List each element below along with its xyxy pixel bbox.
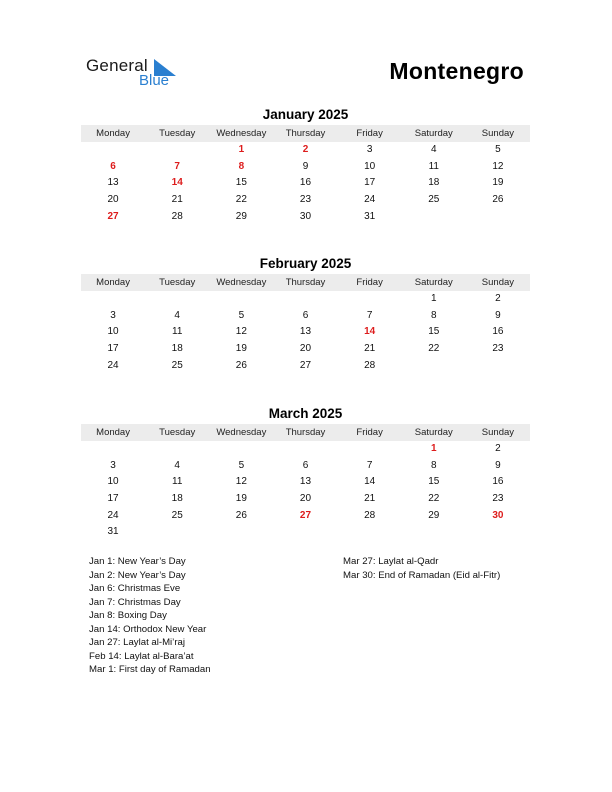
empty-day-cell (273, 441, 337, 458)
empty-day-cell (145, 291, 209, 308)
day-cell: 7 (366, 309, 373, 321)
day-cell: 5 (238, 309, 245, 321)
day-cell: 28 (171, 210, 183, 222)
day-cell: 12 (235, 476, 247, 488)
holiday-day-cell: 7 (174, 160, 180, 172)
holiday-day-cell: 1 (430, 443, 437, 454)
holiday-note: Mar 27: Laylat al-Qadr (343, 556, 439, 567)
empty-day-cell (81, 291, 145, 308)
month-calendar-january (81, 107, 530, 225)
holiday-day-cell: 27 (299, 509, 312, 521)
weekday-header: Thursday (285, 128, 326, 139)
day-cell: 20 (299, 343, 312, 355)
day-cell: 10 (364, 160, 376, 172)
weekday-header: Saturday (414, 128, 453, 139)
day-cell: 12 (235, 326, 247, 338)
day-cell: 26 (492, 194, 504, 206)
day-cell: 12 (492, 160, 504, 172)
weekday-header-row (81, 274, 530, 291)
weekday-header: Wednesday (216, 427, 267, 438)
days-grid (81, 142, 530, 225)
month-title: February 2025 (259, 256, 352, 271)
day-cell: 18 (171, 343, 183, 355)
day-cell: 10 (107, 326, 119, 338)
weekday-header: Monday (96, 277, 130, 288)
day-cell: 26 (235, 509, 247, 521)
day-cell: 18 (171, 493, 183, 505)
day-cell: 5 (495, 144, 501, 155)
day-cell: 17 (107, 343, 119, 355)
day-cell: 18 (428, 177, 440, 189)
holiday-day-cell: 14 (364, 326, 376, 338)
weekday-header: Friday (356, 427, 383, 438)
day-cell: 3 (110, 459, 116, 471)
weekday-header: Tuesday (159, 128, 196, 139)
day-cell: 21 (171, 194, 183, 206)
empty-day-cell (81, 441, 145, 458)
day-cell: 27 (299, 359, 312, 371)
day-cell: 11 (428, 160, 439, 172)
day-cell: 30 (299, 210, 312, 222)
month-calendar-march (81, 406, 530, 541)
empty-day-cell (145, 142, 209, 159)
weekday-header: Friday (356, 277, 383, 288)
holiday-list-right (343, 555, 500, 582)
holiday-note: Mar 1: First day of Ramadan (89, 664, 211, 675)
day-cell: 15 (428, 326, 440, 338)
weekday-header: Thursday (285, 427, 326, 438)
day-cell: 9 (302, 160, 309, 172)
holiday-day-cell: 30 (492, 509, 504, 521)
day-cell: 21 (364, 493, 376, 505)
holiday-day-cell: 8 (238, 160, 245, 172)
day-cell: 6 (302, 459, 309, 471)
day-cell: 22 (428, 493, 440, 505)
day-cell: 23 (299, 194, 312, 206)
day-cell: 23 (492, 493, 504, 505)
holiday-list-left (89, 555, 211, 677)
day-cell: 24 (107, 359, 119, 371)
day-cell: 20 (107, 194, 119, 206)
day-cell: 14 (364, 476, 376, 488)
day-cell: 21 (364, 343, 376, 355)
day-cell: 16 (299, 177, 312, 189)
day-cell: 10 (107, 476, 119, 488)
weekday-header: Sunday (481, 128, 515, 139)
day-cell: 13 (299, 476, 312, 488)
day-cell: 1 (430, 293, 437, 304)
month-title: January 2025 (262, 107, 349, 122)
day-cell: 7 (366, 459, 373, 471)
empty-day-cell (273, 291, 337, 308)
day-cell: 3 (366, 144, 373, 155)
day-cell: 22 (428, 343, 440, 355)
weekday-header: Tuesday (159, 277, 196, 288)
day-cell: 2 (495, 293, 501, 304)
holiday-note: Mar 30: End of Ramadan (Eid al-Fitr) (343, 569, 501, 581)
holiday-day-cell: 1 (238, 144, 245, 155)
weekday-header: Saturday (414, 427, 453, 438)
weekday-header: Wednesday (216, 277, 267, 288)
day-cell: 17 (364, 177, 376, 189)
day-cell: 15 (235, 177, 247, 189)
weekday-header: Monday (96, 427, 130, 438)
day-cell: 25 (171, 509, 183, 521)
weekday-header: Monday (96, 128, 130, 139)
empty-day-cell (338, 291, 402, 308)
weekday-header: Thursday (285, 277, 326, 288)
day-cell: 13 (299, 326, 312, 338)
weekday-header: Friday (356, 128, 383, 139)
day-cell: 4 (174, 459, 180, 471)
day-cell: 4 (430, 144, 437, 155)
day-cell: 19 (235, 493, 247, 505)
day-cell: 22 (235, 194, 247, 206)
day-cell: 28 (364, 509, 376, 521)
weekday-header: Tuesday (159, 427, 196, 438)
day-cell: 8 (430, 459, 437, 471)
day-cell: 16 (492, 476, 504, 488)
weekday-header: Saturday (414, 277, 453, 288)
day-cell: 9 (495, 459, 501, 471)
holiday-day-cell: 27 (107, 210, 119, 222)
day-cell: 24 (107, 509, 119, 521)
holiday-note: Jan 14: Orthodox New Year (89, 623, 207, 635)
weekday-header-row (81, 125, 530, 142)
day-cell: 6 (302, 309, 309, 321)
day-cell: 17 (107, 493, 119, 505)
holiday-note: Jan 7: Christmas Day (89, 596, 181, 608)
weekday-header-row (81, 424, 530, 441)
day-cell: 5 (238, 459, 245, 471)
holiday-note: Feb 14: Laylat al-Bara’at (89, 650, 194, 662)
day-cell: 11 (172, 326, 183, 338)
day-cell: 16 (492, 326, 504, 338)
days-grid (81, 441, 530, 541)
day-cell: 13 (107, 177, 119, 189)
day-cell: 23 (492, 343, 504, 355)
day-cell: 8 (430, 309, 437, 321)
empty-day-cell (209, 291, 273, 308)
day-cell: 26 (235, 359, 247, 371)
weekday-header: Sunday (481, 427, 515, 438)
day-cell: 15 (428, 476, 440, 488)
weekday-header: Wednesday (216, 128, 267, 139)
day-cell: 9 (495, 309, 501, 321)
holiday-note: Jan 6: Christmas Eve (89, 583, 181, 594)
day-cell: 25 (428, 194, 440, 206)
holiday-note: Jan 27: Laylat al-Mi’raj (89, 637, 185, 648)
day-cell: 4 (174, 309, 180, 321)
day-cell: 28 (364, 359, 376, 371)
day-cell: 25 (171, 359, 183, 371)
day-cell: 3 (110, 309, 116, 321)
holiday-day-cell: 6 (110, 160, 116, 172)
day-cell: 31 (107, 526, 119, 538)
day-cell: 19 (492, 177, 504, 189)
day-cell: 20 (299, 493, 312, 505)
logo-text-general: General (86, 56, 148, 75)
day-cell: 11 (172, 476, 183, 488)
empty-day-cell (81, 142, 145, 159)
holiday-day-cell: 2 (302, 144, 309, 155)
holiday-note: Jan 1: New Year’s Day (89, 556, 186, 567)
holiday-day-cell: 14 (171, 177, 183, 189)
month-calendar-february (81, 256, 530, 374)
days-grid (81, 291, 530, 374)
day-cell: 24 (364, 194, 376, 206)
day-cell: 29 (235, 210, 247, 222)
logo-text-blue: Blue (139, 72, 170, 89)
empty-day-cell (338, 441, 402, 458)
day-cell: 29 (428, 509, 440, 521)
day-cell: 31 (364, 210, 376, 222)
month-title: March 2025 (268, 406, 343, 421)
country-title: Montenegro (389, 58, 524, 84)
holiday-note: Jan 8: Boxing Day (89, 610, 167, 621)
holiday-note: Jan 2: New Year’s Day (89, 569, 186, 581)
generalblue-logo (86, 56, 186, 92)
weekday-header: Sunday (481, 277, 515, 288)
day-cell: 19 (235, 343, 247, 355)
empty-day-cell (145, 441, 209, 458)
day-cell: 2 (495, 443, 501, 454)
empty-day-cell (209, 441, 273, 458)
